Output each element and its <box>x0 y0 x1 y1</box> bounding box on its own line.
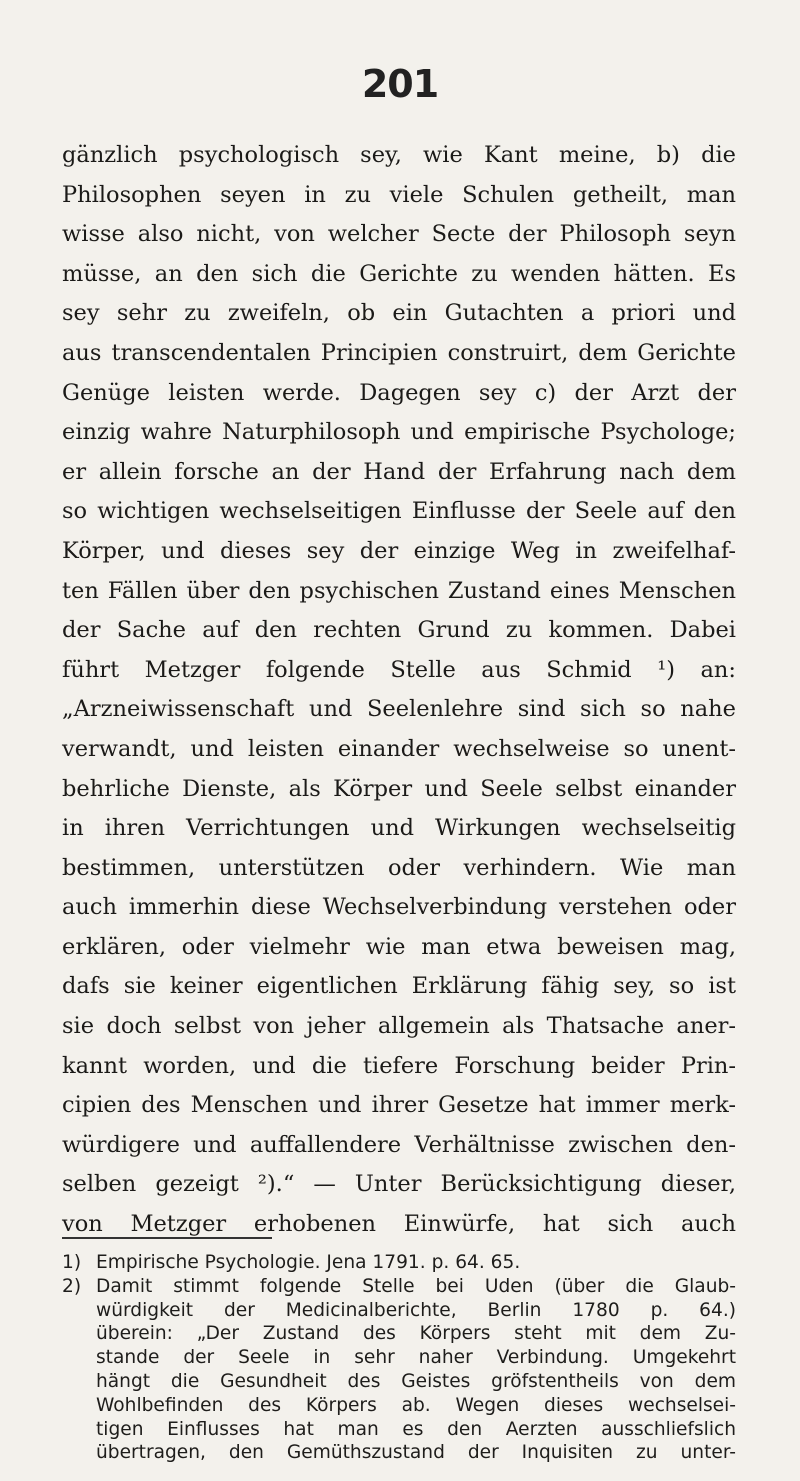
footnote-separator <box>62 1237 272 1239</box>
body-line: Körper, und dieses sey der einzige Weg in zweifelhaf- <box>62 537 736 564</box>
body-line: gänzlich psychologisch sey, wie Kant meine, b) die <box>62 142 736 168</box>
footnote-2 <box>62 1275 736 1299</box>
body-line: aus transcendentalen Principien construirt, dem Gerichte <box>62 339 736 366</box>
footnotes <box>62 1251 736 1465</box>
footnote-line: überein: „Der Zustand des Körpers steht mit dem Zu- <box>96 1323 736 1345</box>
footnote-line: Wohlbefinden des Körpers ab. Wegen dieses wechselsei- <box>96 1394 736 1416</box>
body-line: der Sache auf den rechten Grund zu kommen. Dabei <box>62 617 736 644</box>
body-line: er allein forsche an der Hand der Erfahrung nach dem <box>62 458 736 485</box>
footnote-line: hängt die Gesundheit des Geistes gröfstentheils von dem <box>96 1370 736 1392</box>
body-line: einzig wahre Naturphilosoph und empirische Psychologe; <box>62 419 736 446</box>
body-line: kannt worden, und die tiefere Forschung beider Prin- <box>62 1052 736 1079</box>
body-line: sie doch selbst von jeher allgemein als Thatsache aner- <box>62 1013 736 1040</box>
body-line: ten Fällen über den psychischen Zustand eines Menschen <box>62 577 736 604</box>
body-line: auch immerhin diese Wechselverbindung verstehen oder <box>62 894 736 921</box>
body-line: führt Metzger folgende Stelle aus Schmid ¹) an: <box>62 656 736 683</box>
body-line: cipien des Menschen und ihrer Gesetze hat immer merk- <box>62 1092 736 1119</box>
body-line: so wichtigen wechselseitigen Einflusse der Seele auf den <box>62 498 736 525</box>
body-line: verwandt, und leisten einander wechselweise so unent- <box>62 735 736 762</box>
body-line: bestimmen, unterstützen oder verhindern. Wie man <box>62 854 736 881</box>
footnote-line: übertragen, den Gemüthszustand der Inquisiten zu unter- <box>96 1442 736 1464</box>
footnote-line: stande der Seele in sehr naher Verbindung. Umgekehrt <box>96 1347 736 1369</box>
body-text <box>62 136 736 1245</box>
body-line: erklären, oder vielmehr wie man etwa beweisen mag, <box>62 933 736 960</box>
body-line: Genüge leisten werde. Dagegen sey c) der Arzt der <box>62 379 736 406</box>
body-line: Philosophen seyen in zu viele Schulen getheilt, man <box>62 181 736 208</box>
footnote-line: Empirische Psychologie. Jena 1791. p. 64. 65. <box>96 1252 521 1273</box>
body-line: „Arzneiwissenschaft und Seelenlehre sind sich so nahe <box>62 696 736 723</box>
body-line: behrliche Dienste, als Körper und Seele selbst einander <box>62 775 736 802</box>
footnote-line: tigen Einflusses hat man es den Aerzten ausschliefslich <box>96 1418 736 1440</box>
footnote-marker: 1) <box>62 1252 82 1273</box>
body-line: in ihren Verrichtungen und Wirkungen wechselseitig <box>62 815 736 842</box>
body-line: von Metzger erhobenen Einwürfe, hat sich auch <box>62 1211 736 1238</box>
page-number: 201 <box>361 62 439 106</box>
footnote-1 <box>62 1251 736 1275</box>
body-line: würdigere und auffallendere Verhältnisse zwischen den- <box>62 1131 736 1158</box>
body-line: dafs sie keiner eigentlichen Erklärung fähig sey, so ist <box>62 973 736 1000</box>
body-line: selben gezeigt ²).“ — Unter Berücksichtigung dieser, <box>62 1171 736 1198</box>
footnote-marker: 2) <box>62 1275 82 1297</box>
body-line: wisse also nicht, von welcher Secte der Philosoph seyn <box>62 221 736 248</box>
body-line: sey sehr zu zweifeln, ob ein Gutachten a priori und <box>62 300 736 327</box>
footnote-line: würdigkeit der Medicinalberichte, Berlin 1780 p. 64.) <box>96 1299 736 1321</box>
body-line: müsse, an den sich die Gerichte zu wenden hätten. Es <box>62 260 736 287</box>
footnote-line: Damit stimmt folgende Stelle bei Uden (über die Glaub- <box>96 1275 736 1297</box>
